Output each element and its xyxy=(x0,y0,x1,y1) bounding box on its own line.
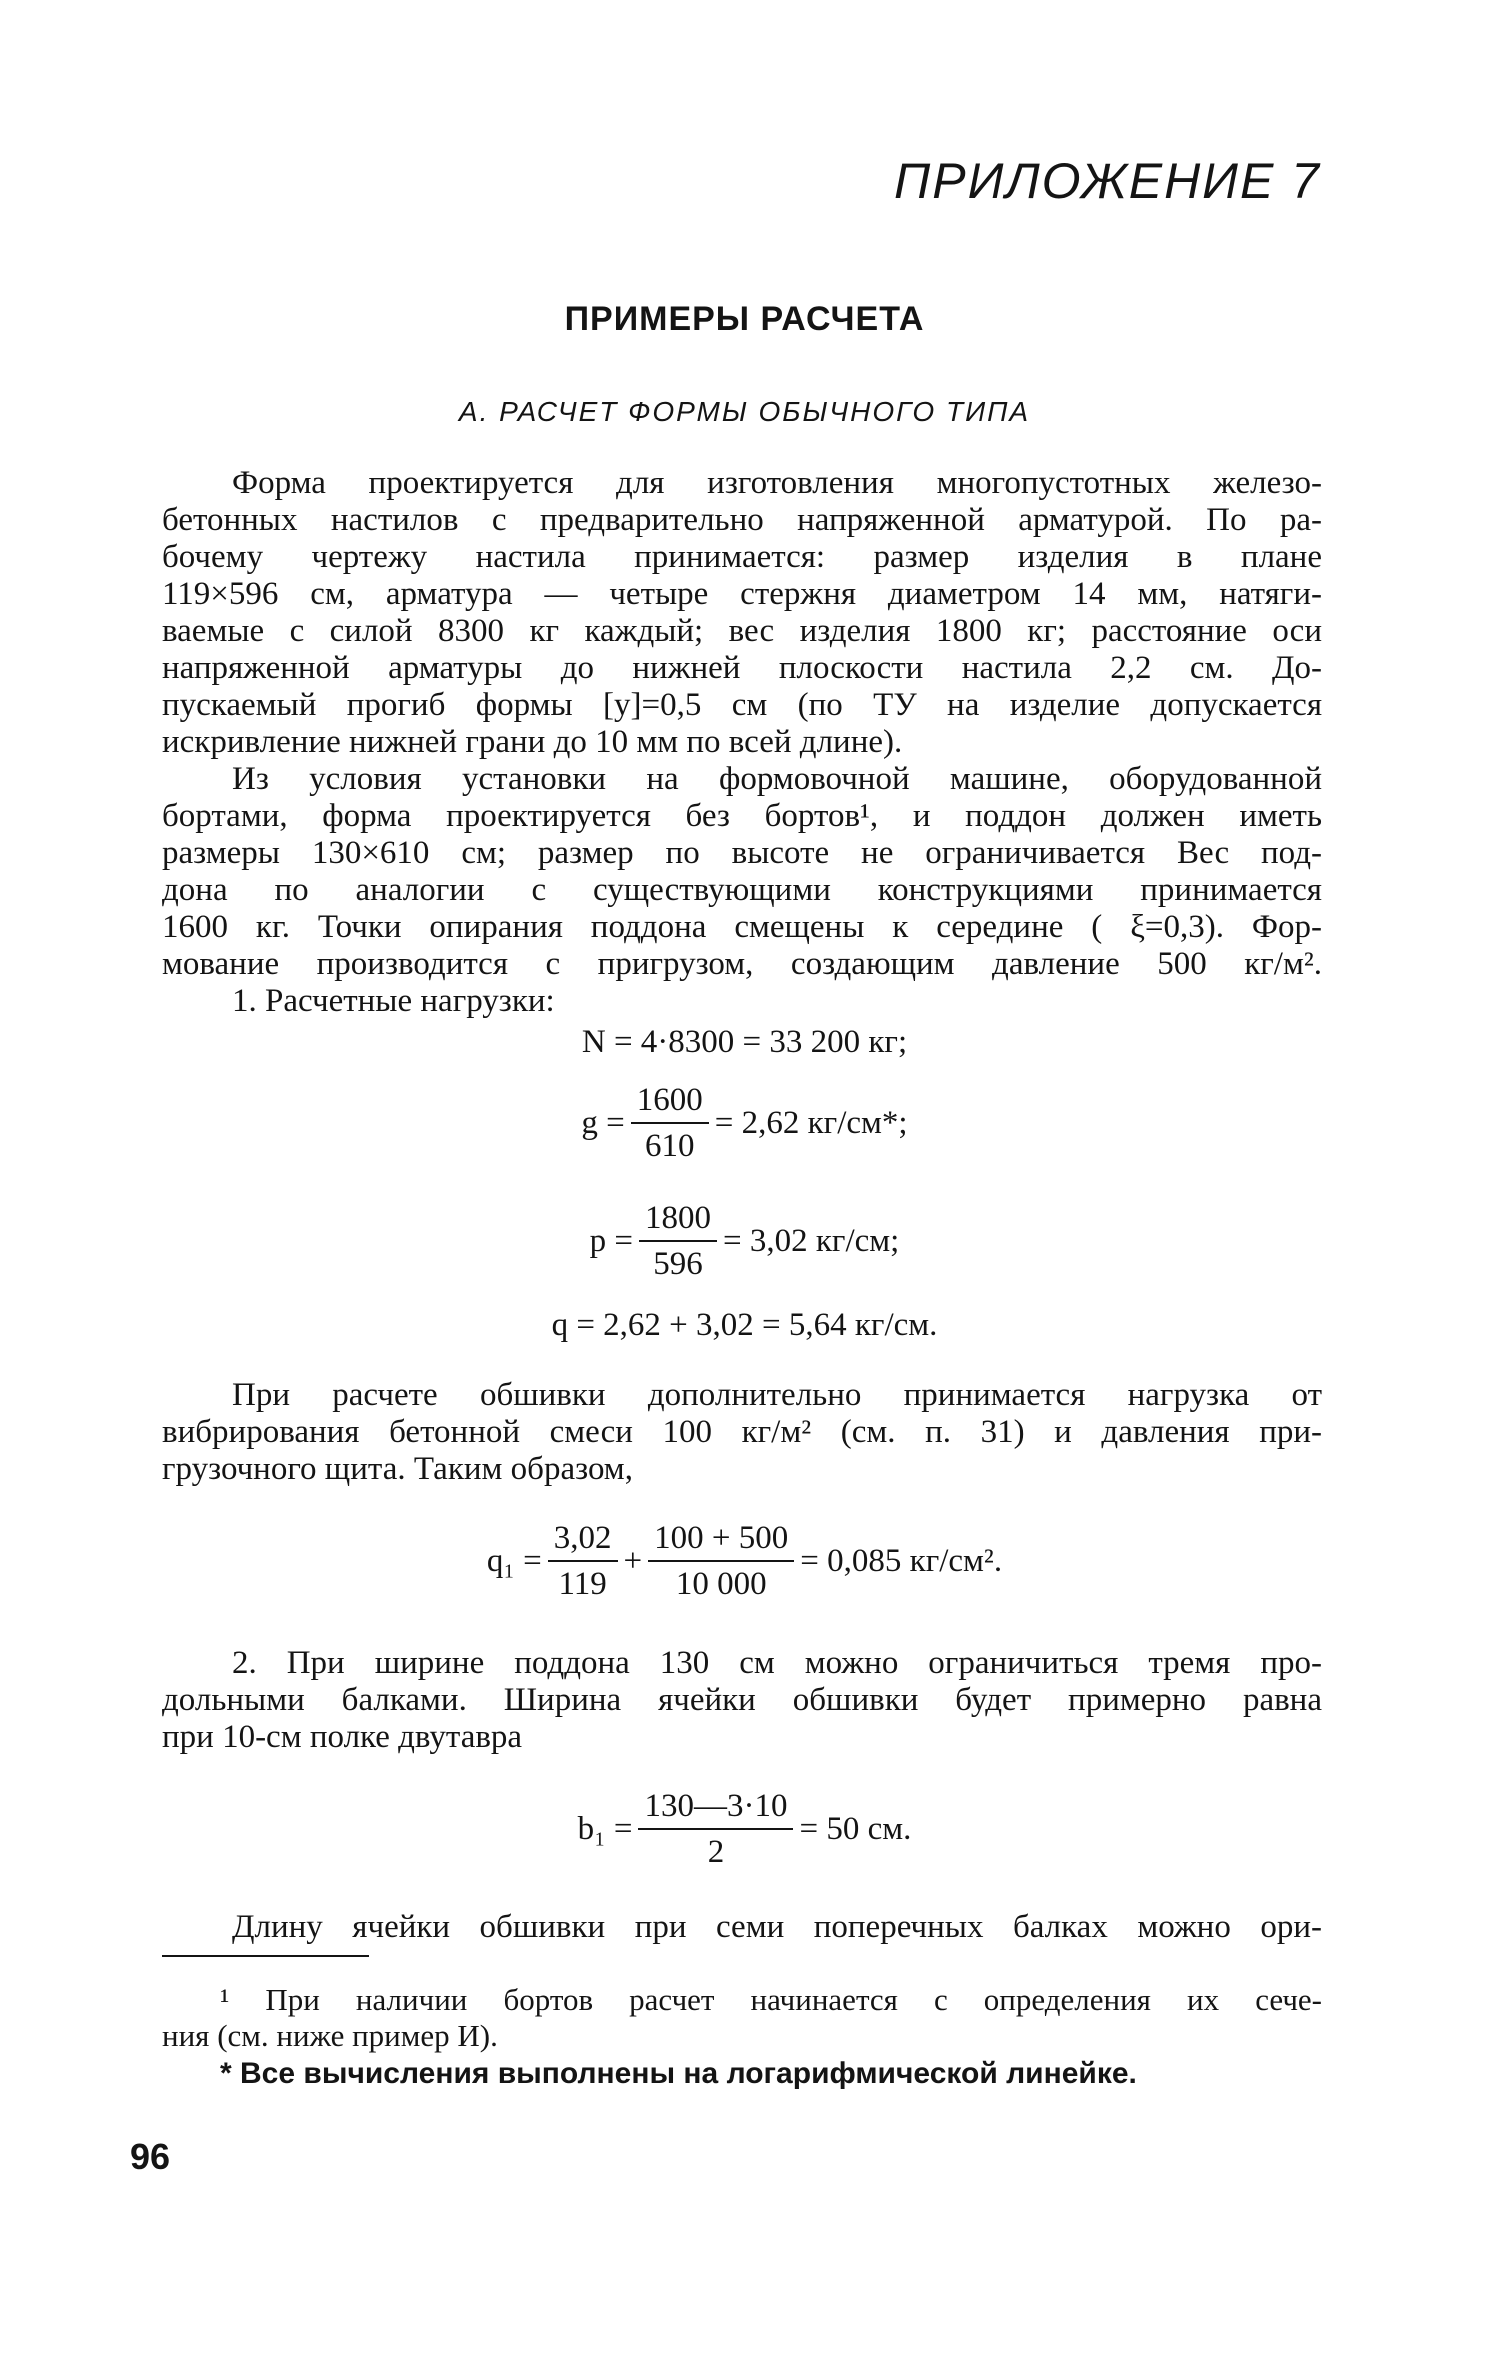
footnote-line: * Все вычисления выполнены на логарифмической линейке. xyxy=(220,2057,1137,2090)
subsection-title: А. РАСЧЕТ ФОРМЫ ОБЫЧНОГО ТИПА xyxy=(458,396,1031,427)
equation-rhs: = 3,02 кг/см; xyxy=(723,1222,900,1259)
paragraph-line: искривление нижней грани до 10 мм по всей длине). xyxy=(162,724,903,760)
equation-g xyxy=(0,1078,1489,1168)
footnote-divider xyxy=(162,1955,369,1957)
equation-lhs: g = xyxy=(581,1104,625,1141)
fraction xyxy=(639,1196,717,1286)
numerator: 130—3·10 xyxy=(638,1784,793,1830)
footnote-line: ¹ При наличии бортов расчет начинается с определения их сече- xyxy=(220,1982,1322,2017)
paragraph-line: При расчете обшивки дополнительно принимается нагрузка от xyxy=(232,1377,1322,1413)
fraction xyxy=(631,1078,709,1168)
paragraph-line: бортами, форма проектируется без бортов¹, и поддон должен иметь xyxy=(162,798,1322,834)
fraction xyxy=(548,1516,618,1606)
paragraph-line: 2. При ширине поддона 130 см можно ограничиться тремя про- xyxy=(232,1645,1322,1681)
paragraph-line: Форма проектируется для изготовления многопустотных железо- xyxy=(232,465,1322,501)
equation-rhs: = 0,085 кг/см². xyxy=(800,1542,1003,1579)
equation-lhs: b₁ = xyxy=(577,1810,633,1847)
paragraph-line: напряженной арматуры до нижней плоскости настила 2,2 см. До- xyxy=(162,650,1322,686)
paragraph-line: бетонных настилов с предварительно напряженной арматурой. По ра- xyxy=(162,502,1322,538)
numerator: 1600 xyxy=(631,1078,709,1124)
fraction xyxy=(638,1784,793,1874)
equation-text: q = 2,62 + 3,02 = 5,64 кг/см. xyxy=(551,1307,938,1343)
fraction xyxy=(648,1516,794,1606)
equation-b1 xyxy=(0,1784,1489,1874)
paragraph-line: 1600 кг. Точки опирания поддона смещены к середине ( ξ=0,3). Фор- xyxy=(162,909,1322,945)
numerator: 1800 xyxy=(639,1196,717,1242)
paragraph-line: 119×596 см, арматура — четыре стержня диаметром 14 мм, натяги- xyxy=(162,576,1322,612)
denominator: 2 xyxy=(707,1834,725,1870)
equation-q xyxy=(0,1303,1489,1347)
paragraph-line: при 10-см полке двутавра xyxy=(162,1719,523,1755)
equation-rhs: = 50 см. xyxy=(799,1810,912,1847)
paragraph-line: дольными балками. Ширина ячейки обшивки будет примерно равна xyxy=(162,1682,1322,1718)
plus-operator: + xyxy=(623,1542,643,1579)
denominator: 119 xyxy=(558,1566,607,1602)
page-number: 96 xyxy=(130,2136,171,2177)
section-title: ПРИМЕРЫ РАСЧЕТА xyxy=(564,300,925,338)
numerator: 3,02 xyxy=(548,1516,618,1562)
equation-p xyxy=(0,1196,1489,1286)
equation-lhs: p = xyxy=(589,1222,634,1259)
equation-rhs: = 2,62 кг/см*; xyxy=(714,1104,908,1141)
paragraph-line: Длину ячейки обшивки при семи поперечных балках можно ори- xyxy=(232,1909,1322,1945)
paragraph-line: дона по аналогии с существующими конструкциями принимается xyxy=(162,872,1322,908)
paragraph-line: бочему чертежу настила принимается: размер изделия в плане xyxy=(162,539,1322,575)
appendix-title: ПРИЛОЖЕНИЕ 7 xyxy=(894,153,1321,209)
equation-lhs: q₁ = xyxy=(486,1542,542,1579)
paragraph-line: мование производится с пригрузом, создающим давление 500 кг/м². xyxy=(162,946,1322,982)
equation-q1 xyxy=(0,1516,1489,1606)
paragraph-line: грузочного щита. Таким образом, xyxy=(162,1451,633,1487)
numerator: 100 + 500 xyxy=(648,1516,794,1562)
equation-text: N = 4·8300 = 33 200 кг; xyxy=(581,1024,908,1060)
paragraph-line: размеры 130×610 см; размер по высоте не ограничивается Вес под- xyxy=(162,835,1322,871)
paragraph-line: вибрирования бетонной смеси 100 кг/м² (см. п. 31) и давления при- xyxy=(162,1414,1322,1450)
denominator: 596 xyxy=(653,1246,703,1282)
footnote-line: ния (см. ниже пример И). xyxy=(162,2018,498,2053)
equation-n xyxy=(0,1020,1489,1064)
denominator: 610 xyxy=(645,1128,695,1164)
paragraph-line: пускаемый прогиб формы [y]=0,5 см (по ТУ на изделие допускается xyxy=(162,687,1322,723)
paragraph-line: 1. Расчетные нагрузки: xyxy=(232,983,555,1019)
paragraph-line: ваемые с силой 8300 кг каждый; вес изделия 1800 кг; расстояние оси xyxy=(162,613,1322,649)
denominator: 10 000 xyxy=(675,1566,767,1602)
paragraph-line: Из условия установки на формовочной машине, оборудованной xyxy=(232,761,1322,797)
